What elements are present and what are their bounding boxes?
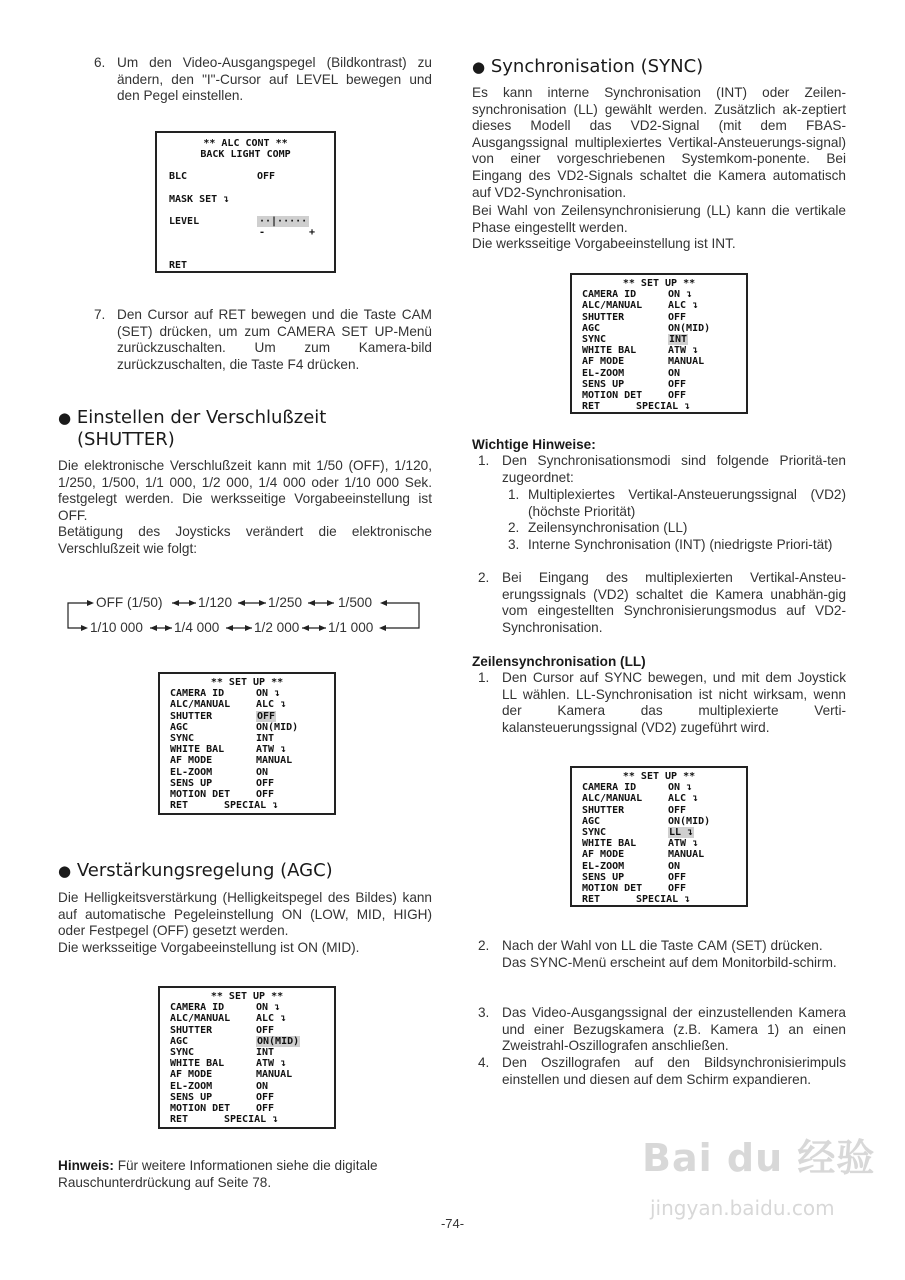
menu-row-label: AGC — [170, 721, 189, 733]
level-plus: + — [309, 227, 316, 238]
menu-row-label: CAMERA ID — [170, 1002, 225, 1014]
menu-row-label: SHUTTER — [170, 710, 213, 722]
shutter-option: OFF (1/50) — [96, 595, 163, 610]
menu-row-label: MOTION DET — [170, 1102, 231, 1114]
menu-special: SPECIAL ↴ — [636, 894, 691, 906]
menu-row-label: SYNC — [582, 826, 607, 838]
menu-row — [160, 1047, 334, 1058]
menu-row — [160, 1036, 334, 1047]
menu-row — [160, 800, 334, 811]
menu-row-value: ALC ↴ — [256, 1013, 287, 1025]
menu-row-label: SHUTTER — [170, 1024, 213, 1036]
menu-title — [160, 677, 334, 688]
menu-row — [572, 894, 746, 905]
shutter-option: 1/10 000 — [90, 620, 143, 635]
menu-row-label: SENS UP — [170, 777, 213, 789]
menu-row — [572, 379, 746, 390]
agc-paragraph-1: Die Helligkeitsverstärkung (Helligkeitspegel des Bildes) kann auf automatische Pegeleinstellung ON (LOW, MID, HIGH) oder Festpegel (OFF) gesetzt werden. — [58, 890, 432, 939]
menu-row-label: ALC/MANUAL — [170, 699, 231, 711]
sync-paragraph-3: Die werksseitige Vorgabeeinstellung ist INT. — [472, 236, 736, 251]
menu-row-value: ATW ↴ — [668, 838, 699, 850]
menu-row-value: OFF — [668, 804, 687, 816]
menu-row-label: WHITE BAL — [170, 744, 225, 756]
menu-row-value: ATW ↴ — [668, 345, 699, 357]
shutter-paragraph-1: Die elektronische Verschlußzeit kann mit 1/50 (OFF), 1/120, 1/250, 1/500, 1/1 000, 1/2 000, 1/4 000 oder 1/10 000 Sek. festgelegt werden. Die werksseitige Vorgabeeinstellung ist OFF. — [58, 458, 432, 523]
menu-row — [572, 401, 746, 412]
menu-row-label: CAMERA ID — [170, 688, 225, 700]
menu-row — [160, 744, 334, 755]
menu-row-label: EL-ZOOM — [170, 766, 213, 778]
item-number: 2. — [478, 570, 490, 585]
item-text: Interne Synchronisation (INT) (niedrigste Priori-tät) — [528, 537, 833, 552]
menu-row-value: ON ↴ — [256, 688, 281, 700]
ret-label: RET — [169, 260, 188, 271]
shutter-option: 1/250 — [268, 595, 303, 610]
menu-row-value: ALC ↴ — [256, 699, 287, 711]
menu-row-label: CAMERA ID — [582, 289, 637, 301]
menu-ret: RET — [582, 894, 601, 906]
step-7 — [94, 307, 432, 373]
setup-menu-shutter — [158, 672, 336, 815]
menu-row — [572, 827, 746, 838]
menu-row — [572, 368, 746, 379]
menu-special: SPECIAL ↴ — [224, 1114, 279, 1126]
item-number: 2. — [478, 938, 490, 953]
menu-title-text: ** SET UP ** — [210, 677, 284, 688]
menu-row-value: MANUAL — [668, 356, 705, 368]
shutter-option: 1/2 000 — [254, 620, 300, 635]
menu-row-label: MOTION DET — [582, 389, 643, 401]
menu-row-label: WHITE BAL — [170, 1058, 225, 1070]
ll-item-4 — [478, 1055, 846, 1088]
menu-row-label: AF MODE — [582, 849, 625, 861]
item-text: Zeilensynchronisation (LL) — [528, 520, 688, 535]
setup-menu-agc — [158, 986, 336, 1129]
menu-row — [572, 849, 746, 860]
menu-title — [572, 278, 746, 289]
sync-paragraph-1: Es kann interne Synchronisation (INT) oder Zeilen-synchronisation (LL) gewählt werden. Zusätzlich ak-zeptiert dieses Modell das VD2-Signal (mit dem FBAS-Ausgangssignal multiplexiertes Vertikal-Ansteuerungs-signal) von einer vorgeschriebenen Systemkom-ponente. Bei Eingang des VD2-Signals schaltet die Kamera automatisch auf VD2-Synchronisation. — [472, 85, 846, 200]
menu-row-label: SENS UP — [582, 378, 625, 390]
menu-row-value: OFF — [256, 788, 275, 800]
menu-row-label: MOTION DET — [170, 788, 231, 800]
menu-row-label: SYNC — [170, 732, 195, 744]
mask-set-label: MASK SET ↴ — [169, 194, 230, 205]
menu-row — [160, 733, 334, 744]
item-text: Den Oszillografen auf den Bildsynchronisierimpuls einstellen und diesen auf dem Schirm expandieren. — [502, 1055, 846, 1087]
menu-ret: RET — [582, 401, 601, 413]
setup-menu-sync-int — [570, 273, 748, 414]
ll-item-1 — [478, 670, 846, 736]
level-label: LEVEL — [169, 216, 200, 227]
shutter-heading — [58, 407, 428, 450]
menu-row — [572, 289, 746, 300]
agc-paragraph-2: Die werksseitige Vorgabeeinstellung ist ON (MID). — [58, 940, 360, 955]
menu-row — [572, 345, 746, 356]
level-minus: - — [259, 227, 266, 238]
heading-line-1: Einstellen der Verschlußzeit — [76, 407, 327, 428]
menu-row-label: SENS UP — [170, 1091, 213, 1103]
blc-label: BLC — [169, 171, 188, 182]
menu-special: SPECIAL ↴ — [224, 800, 279, 812]
shutter-cycle-diagram — [62, 590, 422, 640]
menu-row-label: EL-ZOOM — [582, 367, 625, 379]
menu-row — [572, 861, 746, 872]
menu-row-value: OFF — [256, 777, 275, 789]
important-notes-title: Wichtige Hinweise: — [472, 437, 596, 452]
item-text: Das Video-Ausgangssignal der einzustellenden Kamera und einer Bezugskamera (z.B. Kamera 1) an einen Zweistrahl-Oszillografen anschließen. — [502, 1005, 846, 1054]
menu-title — [160, 991, 334, 1002]
priority-item-1 — [508, 487, 846, 520]
menu-row-value: OFF — [668, 871, 687, 883]
menu-row-value: OFF — [256, 1091, 275, 1103]
heading-line-2: (SHUTTER) — [77, 429, 175, 450]
menu-row — [572, 782, 746, 793]
menu-row — [160, 1002, 334, 1013]
menu-row-label: AGC — [582, 322, 601, 334]
item-text: Nach der Wahl von LL die Taste CAM (SET) drücken. — [502, 938, 823, 953]
menu-row — [160, 1081, 334, 1092]
menu-row-value: ALC ↴ — [668, 793, 699, 805]
blc-value: OFF — [257, 171, 276, 182]
menu-row-value: ON ↴ — [256, 1002, 281, 1014]
menu-row-value: ON(MID) — [256, 721, 299, 733]
menu-row — [572, 872, 746, 883]
menu-row-label: SENS UP — [582, 871, 625, 883]
menu-row-value: LL ↴ — [669, 826, 694, 838]
item-number: 2. — [508, 520, 520, 535]
ll-item-3 — [478, 1005, 846, 1055]
menu-subtitle: BACK LIGHT COMP — [200, 149, 291, 160]
menu-title-text: ** SET UP ** — [622, 278, 696, 289]
menu-row-label: EL-ZOOM — [582, 860, 625, 872]
priority-item-3 — [508, 537, 846, 554]
menu-row-value: ON(MID) — [668, 322, 711, 334]
menu-row-label: SYNC — [582, 333, 607, 345]
menu-row-label: CAMERA ID — [582, 782, 637, 794]
menu-row — [160, 1103, 334, 1114]
menu-row-label: MOTION DET — [582, 882, 643, 894]
menu-ret: RET — [170, 1114, 189, 1126]
important-item-1 — [478, 453, 846, 486]
menu-row-label: WHITE BAL — [582, 345, 637, 357]
menu-row-value: INT — [256, 732, 275, 744]
menu-row — [160, 778, 334, 789]
important-item-2 — [478, 570, 846, 636]
menu-row — [572, 805, 746, 816]
menu-row-value: ON — [256, 766, 269, 778]
agc-heading — [58, 860, 428, 882]
menu-row-value: ATW ↴ — [256, 744, 287, 756]
menu-row-label: AF MODE — [170, 1069, 213, 1081]
menu-row — [572, 816, 746, 827]
menu-row-value: OFF — [256, 1024, 275, 1036]
menu-row-label: ALC/MANUAL — [582, 793, 643, 805]
menu-row-value: ON ↴ — [668, 782, 693, 794]
menu-row-value: MANUAL — [256, 1069, 293, 1081]
watermark-logo: Bai du 经验 — [642, 1136, 876, 1180]
menu-ret: RET — [170, 800, 189, 812]
menu-row — [572, 312, 746, 323]
menu-row — [160, 1013, 334, 1024]
ll-title: Zeilensynchronisation (LL) — [472, 654, 646, 669]
menu-row — [160, 1058, 334, 1069]
menu-row-label: AF MODE — [582, 356, 625, 368]
item-number: 3. — [508, 537, 520, 552]
menu-row — [572, 838, 746, 849]
menu-row-label: ALC/MANUAL — [582, 300, 643, 312]
bullet-icon: ● — [472, 58, 486, 76]
menu-row-value: INT — [256, 1046, 275, 1058]
item-number: 1. — [508, 487, 520, 502]
item-number: 4. — [478, 1055, 490, 1070]
menu-row — [572, 390, 746, 401]
page-number: -74- — [440, 1216, 465, 1231]
menu-row — [160, 1092, 334, 1103]
step-text: Den Cursor auf RET bewegen und die Taste CAM (SET) drücken, um zum CAMERA SET UP-Menü zurückzuschalten. Um zum Kamera-bild zurückzuschalten, die Taste F4 drücken. — [117, 307, 432, 372]
menu-row — [160, 722, 334, 733]
menu-row-value: ATW ↴ — [256, 1058, 287, 1070]
menu-row — [160, 755, 334, 766]
ll-item-2 — [478, 938, 846, 971]
menu-row-value: ALC ↴ — [668, 300, 699, 312]
shutter-option: 1/4 000 — [174, 620, 220, 635]
menu-row-value: ON — [668, 860, 681, 872]
menu-row-label: SHUTTER — [582, 311, 625, 323]
menu-row-value: OFF — [257, 710, 276, 722]
menu-row — [160, 699, 334, 710]
setup-menu-sync-ll — [570, 766, 748, 907]
sync-paragraph-2: Bei Wahl von Zeilensynchronisierung (LL) kann die vertikale Phase eingestellt werden. — [472, 203, 846, 235]
menu-row-value: INT — [669, 333, 688, 345]
note-text: Für weitere Informationen siehe die digitale Rauschunterdrückung auf Seite 78. — [58, 1158, 378, 1190]
menu-row-label: EL-ZOOM — [170, 1080, 213, 1092]
item-text-2: Das SYNC-Menü erscheint auf dem Monitorbild-schirm. — [502, 954, 837, 970]
menu-row-value: MANUAL — [256, 755, 293, 767]
menu-row-value: OFF — [668, 378, 687, 390]
menu-row-label: AGC — [170, 1035, 189, 1047]
item-text: Den Synchronisationsmodi sind folgende Prioritä-ten zugeordnet: — [502, 453, 846, 485]
priority-item-2 — [508, 520, 846, 537]
heading-text: Synchronisation (SYNC) — [490, 56, 704, 77]
menu-row-label: SHUTTER — [582, 804, 625, 816]
menu-row — [572, 793, 746, 804]
menu-row — [160, 1025, 334, 1036]
menu-row — [160, 767, 334, 778]
menu-row-value: ON — [668, 367, 681, 379]
menu-row-value: OFF — [668, 389, 687, 401]
menu-special: SPECIAL ↴ — [636, 401, 691, 413]
menu-row — [572, 356, 746, 367]
menu-row-label: WHITE BAL — [582, 838, 637, 850]
menu-row — [572, 300, 746, 311]
sync-heading — [472, 56, 852, 78]
menu-row — [572, 883, 746, 894]
item-text: Den Cursor auf SYNC bewegen, und mit dem Joystick LL wählen. LL-Synchronisation ist nicht wirksam, wenn der Kamera das multiplexierte Verti-kalansteuerungssignal (VD2) zugeführt wird. — [502, 670, 846, 735]
menu-row — [572, 334, 746, 345]
menu-row-value: OFF — [256, 1102, 275, 1114]
level-bar: ··|····· — [259, 216, 308, 227]
note-label: Hinweis: — [58, 1158, 114, 1173]
watermark-url: jingyan.baidu.com — [650, 1196, 835, 1220]
menu-row-label: AGC — [582, 815, 601, 827]
step-6 — [94, 55, 432, 105]
menu-row — [572, 323, 746, 334]
menu-row — [160, 688, 334, 699]
item-text: Multiplexiertes Vertikal-Ansteuerungssignal (VD2) (höchste Priorität) — [528, 487, 846, 519]
shutter-paragraph-2: Betätigung des Joysticks verändert die elektronische Verschlußzeit wie folgt: — [58, 524, 432, 556]
menu-row — [160, 1069, 334, 1080]
menu-row-value: OFF — [668, 882, 687, 894]
menu-title: ** ALC CONT ** — [203, 138, 288, 149]
step-number: 6. — [94, 55, 106, 70]
menu-row-value: ON(MID) — [668, 815, 711, 827]
menu-row-label: AF MODE — [170, 755, 213, 767]
menu-title — [572, 771, 746, 782]
item-number: 1. — [478, 670, 490, 685]
shutter-option: 1/120 — [198, 595, 233, 610]
menu-title-text: ** SET UP ** — [622, 771, 696, 782]
bullet-icon: ● — [58, 862, 72, 880]
menu-row-value: ON(MID) — [257, 1035, 300, 1047]
shutter-option: 1/1 000 — [328, 620, 374, 635]
menu-row-value: MANUAL — [668, 849, 705, 861]
heading-text: Verstärkungsregelung (AGC) — [76, 860, 333, 881]
menu-row-value: OFF — [668, 311, 687, 323]
menu-row — [160, 711, 334, 722]
shutter-option: 1/500 — [338, 595, 373, 610]
menu-row-label: SYNC — [170, 1046, 195, 1058]
note — [58, 1158, 434, 1191]
menu-row — [160, 789, 334, 800]
menu-row-label: ALC/MANUAL — [170, 1013, 231, 1025]
step-text: Um den Video-Ausgangspegel (Bildkontrast) zu ändern, den "I"-Cursor auf LEVEL bewegen und den Pegel einstellen. — [117, 55, 432, 104]
menu-title-text: ** SET UP ** — [210, 991, 284, 1002]
bullet-icon: ● — [58, 409, 72, 427]
alc-cont-menu — [155, 131, 336, 273]
item-text: Bei Eingang des multiplexierten Vertikal-Ansteu-erungssignals (VD2) schaltet die Kamera unabhän-gig vom eingestellten Synchronisierungsmodus auf VD2-Synchronisation. — [502, 570, 846, 635]
step-number: 7. — [94, 307, 106, 322]
item-number: 3. — [478, 1005, 490, 1020]
menu-row — [160, 1114, 334, 1125]
item-number: 1. — [478, 453, 490, 468]
menu-row-value: ON ↴ — [668, 289, 693, 301]
menu-row-value: ON — [256, 1080, 269, 1092]
